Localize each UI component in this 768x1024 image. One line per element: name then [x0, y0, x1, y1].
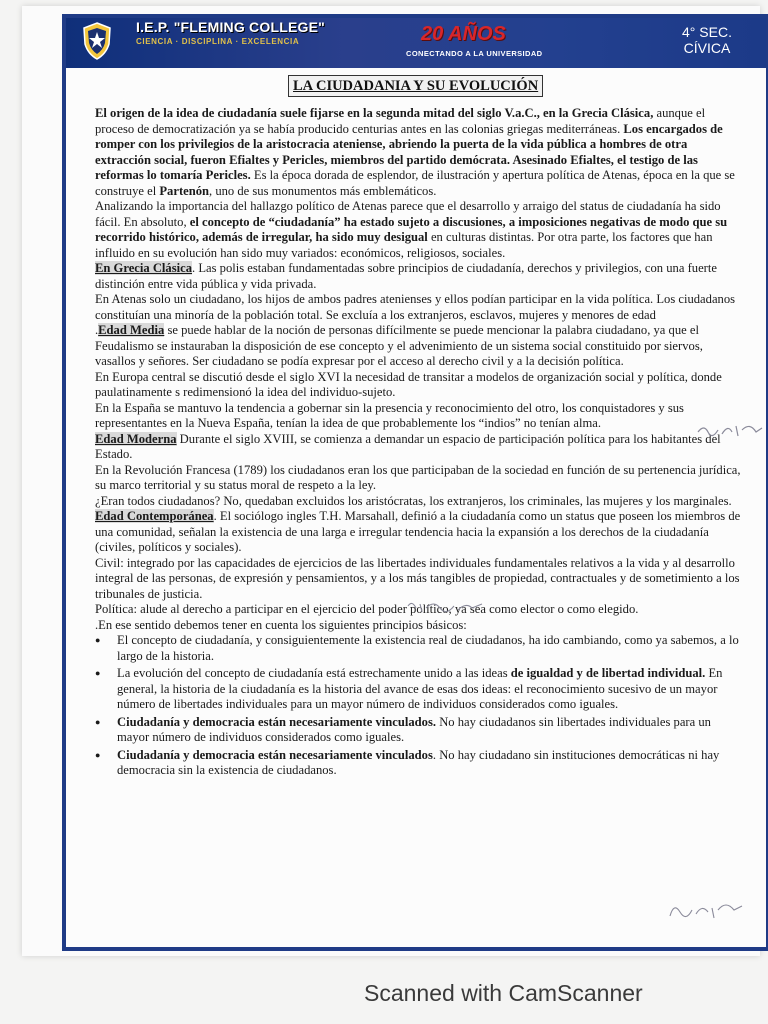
paragraph-espana: En la España se mantuvo la tendencia a gobernar sin la presencia y reconocimiento del otro, los conquistadores y sus representantes en la Nueva España, tenían la idea de que probablemente los “indios” no tenían alma. [95, 400, 684, 430]
text: En general, la historia de la ciudadanía es la historia del avance de esas dos ideas: el reconocimiento sucesivo de un mayor número de libertades individuales para un mayor número de individuos considerados como iguales. [117, 666, 723, 711]
page-border [62, 14, 768, 951]
text: . No hay ciudadano sin instituciones democráticas ni hay democracia sin la existencia de ciudadanos. [117, 747, 720, 777]
scanner-watermark: Scanned with CamScanner [364, 980, 643, 1006]
bold-text: de igualdad y de libertad individual. [510, 666, 706, 680]
text: Es la época dorada de esplendor, de ilustración y apertura política de Atenas, época en la que se construye el [95, 168, 735, 198]
paragraph-atenas: En Atenas solo un ciudadano, los hijos de ambos padres atenienses y ellos podían participar en la vida política. Los ciudadanos constituían una minoría de la población total. Se excluía a los extranjeros, esclavos, mujeres y menores de edad [95, 292, 736, 322]
text: Analizando la importancia del hallazgo político de Atenas parece que el desarrollo y arraigo del status de ciudadanía ha sido fácil. En absoluto, [95, 199, 721, 229]
paragraph-edad-contemporanea [95, 509, 745, 556]
text: Durante el siglo XVIII, se comienza a demandar un espacio de participación política para los habitantes del Estado. [95, 431, 721, 461]
handwritten-mark-icon [666, 896, 746, 922]
list-item [117, 715, 745, 746]
bold-text: el concepto de “ciudadanía” ha estado sujeto a discusiones, a imposiciones negativas de modo que su recorrido histórico, además de irregular, ha sido muy desigual [95, 214, 728, 244]
course-label: CÍVICA [683, 40, 731, 56]
grade-course-label [672, 24, 742, 56]
title-box [288, 75, 543, 97]
list-item [117, 748, 745, 779]
list-item [117, 633, 745, 664]
paragraph-origin [95, 106, 745, 199]
text: . Las polis estaban fundamentadas sobre principios de ciudadanía, derechos y privilegios, con una fuerte distinción entre vida pública y vida privada. [95, 261, 717, 291]
text: se puede hablar de la noción de personas difícilmente se puede mencionar la palabra ciudadano, ya que el Feudalismo se instauraban la disposición de ese concepto y el advenimiento de un sistema social constituido por siervos, vasallos y señores. Ser ciudadano se podía expresar por el acceso al derecho civil y a la decisión política. [95, 323, 703, 368]
bold-text: Ciudadanía y democracia están necesariamente vinculados. [117, 714, 437, 729]
paragraph-politica: Política: alude al derecho a participar en el ejercicio del poder político, ya sea como elector o como elegido. [95, 602, 639, 616]
paragraph-pregunta: ¿Eran todos ciudadanos? No, quedaban excluidos los aristócratas, los extranjeros, los criminales, las mujeres y los marginales. [95, 493, 732, 508]
paper-sheet [22, 6, 760, 956]
school-header [66, 18, 766, 68]
document-title: LA CIUDADANIA Y SU EVOLUCIÓN [293, 78, 539, 94]
paragraph-civil: Civil: integrado por las capacidades de ejercicios de las libertades individuales fundamentales relativos a la vida y al desarrollo integral de las personas, de expresión y pensamientos, y a los más tangibles de propiedad, contractuales y de sometimiento a los tribunales de justicia. [95, 555, 740, 601]
text: . [95, 323, 99, 337]
paragraph-revolucion: En la Revolución Francesa (1789) los ciudadanos eran los que participaban de la sociedad en función de su pertenencia jurídica, su marco territorial y su status moral de respeto a la ley. [95, 462, 741, 492]
paragraph-principios: .En ese sentido debemos tener en cuenta los siguientes principios básicos: [95, 617, 467, 632]
paragraph-edad-media [95, 323, 745, 370]
bold-text: Partenón [159, 183, 210, 198]
text: aunque el proceso de democratización ya se había producido centurias antes en las colonias griegas mediterráneas. [95, 106, 706, 136]
text: El concepto de ciudadanía, y consiguientemente la existencia real de ciudadanos, ha ido cambiando, como ya sabemos, a lo largo de la historia. [117, 633, 739, 663]
section-heading-edad-moderna: Edad Moderna [95, 431, 177, 446]
grade-label: 4° SEC. [682, 24, 732, 40]
principles-list [95, 633, 745, 779]
section-heading-grecia: En Grecia Clásica [95, 261, 193, 275]
paragraph-edad-moderna [95, 432, 745, 463]
handwritten-mark-icon [406, 596, 486, 616]
section-heading-edad-contemporanea: Edad Contemporánea [95, 509, 214, 523]
text: , uno de sus monumentos más emblemáticos. [209, 183, 437, 198]
paragraph-grecia [95, 261, 745, 292]
list-item [117, 666, 745, 713]
college-motto: CIENCIA · DISCIPLINA · EXCELENCIA [136, 37, 300, 46]
paragraph-analysis [95, 199, 745, 261]
anniversary-badge: 20 AÑOS [421, 23, 506, 45]
text: . El sociólogo ingles T.H. Marsahall, definió a la ciudadanía como un status que poseen los miembros de una comunidad, señalan la existencia de una larga e irregular tendencia hacia la expansión a los derechos de la ciudadanía (civiles, políticos y sociales). [95, 509, 741, 554]
paragraph-europa: En Europa central se discutió desde el siglo XVI la necesidad de transitar a modelos de organización social y política, donde paulatinamente s redimensionó la idea del individuo-sujeto. [95, 369, 722, 399]
college-tagline: CONECTANDO A LA UNIVERSIDAD [406, 49, 543, 58]
school-crest-icon [82, 22, 112, 60]
bold-text: Ciudadanía y democracia están necesariamente vinculados [117, 747, 433, 762]
section-heading-edad-media: Edad Media [98, 323, 165, 337]
document-body [95, 106, 745, 781]
college-name: I.E.P. "FLEMING COLLEGE" [136, 19, 325, 35]
text: en culturas distintas. Por otra parte, los factores que han influido en su evolución han sido muy variados: económicos, religiosos, sociales. [95, 230, 713, 260]
text: La evolución del concepto de ciudadanía está estrechamente unido a las ideas [117, 666, 511, 680]
bold-text: El origen de la idea de ciudadanía suele fijarse en la segunda mitad del siglo V.a.C., en la Grecia Clásica, [95, 106, 654, 120]
text: No hay ciudadanos sin libertades individuales para un mayor número de individuos considerados como iguales. [117, 714, 711, 744]
handwritten-mark-icon [696, 418, 766, 442]
bold-text: Los encargados de romper con los privilegios de la aristocracia ateniense, abriendo la puerta de la vida pública a hombres de otra extracción social, fueron Efialtes y Pericles, miembros del partido demócrata. Asesinado Efialtes, el testigo de las reformas lo tomaría Pericles. [95, 121, 723, 182]
